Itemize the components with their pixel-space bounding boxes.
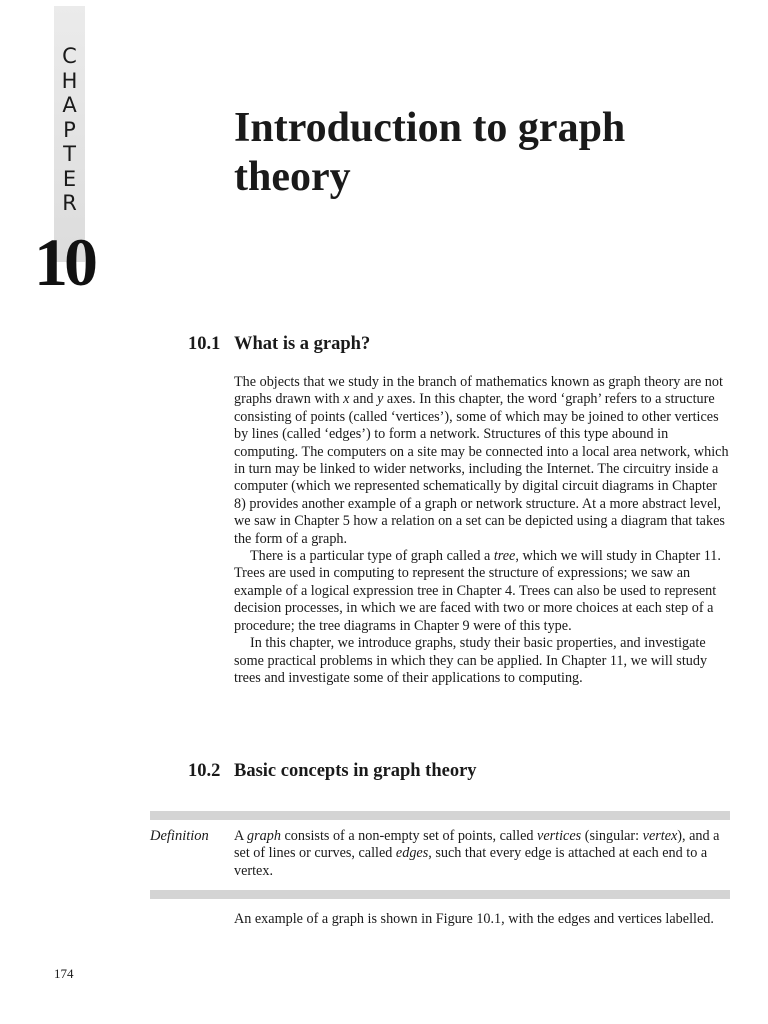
definition-bottom-rule — [150, 890, 730, 899]
section-title: Basic concepts in graph theory — [234, 761, 477, 781]
chapter-label — [54, 44, 85, 216]
section-title: What is a graph? — [234, 334, 371, 354]
section-10-1-body — [234, 374, 730, 687]
chapter-letter: H — [61, 68, 78, 93]
text-run: ), and a set of lines or curves, called — [234, 828, 720, 862]
text-run: consists of a non-empty set of points, called — [280, 828, 538, 844]
italic-term: x — [343, 391, 350, 408]
definition-label: Definition — [150, 828, 209, 844]
chapter-number: 10 — [34, 224, 94, 300]
chapter-title: Introduction to graph theory — [234, 105, 626, 200]
chapter-letter: C — [62, 44, 77, 68]
italic-term: edges — [395, 845, 429, 862]
page-number: 174 — [54, 966, 74, 981]
paragraph — [234, 548, 730, 635]
chapter-letter: E — [62, 166, 77, 191]
figure-intro-paragraph: An example of a graph is shown in Figure 10.1, with the edges and vertices labelled. — [234, 911, 714, 927]
text-run: The objects that we study in the branch of mathematics known as graph theory are not graphs drawn with — [234, 374, 723, 408]
text-run: , which we will study in Chapter 11. Trees are used in computing to represent the structure of expressions; we saw an example of a logical expression tree in Chapter 4. Trees can also be used to represent decision processes, in which we are faced with two or more choices at each step of a procedure; the tree diagrams in Chapter 9 were of this type. — [234, 548, 721, 634]
text-run: and — [349, 391, 378, 408]
italic-term: tree — [493, 548, 516, 565]
section-number: 10.2 — [188, 761, 221, 781]
italic-term: vertex — [642, 828, 678, 844]
definition-top-rule — [150, 811, 730, 820]
text-run: There is a particular type of graph called a — [250, 548, 494, 565]
definition-text — [234, 828, 730, 880]
chapter-letter: P — [63, 117, 76, 142]
text-run: , such that every edge is attached at each end to a vertex. — [234, 845, 708, 879]
text-run: axes. In this chapter, the word ‘graph’ refers to a structure consisting of points (called ‘vertices’), some of which may be joined to other vertices by lines (called ‘edges’) to form a network. Structures of this type abound in computing. The computers on a site may be connected into a local area network, which in turn may be linked to wider networks, including the Internet. The circuitry inside a computer (which we represented schematically by digital circuit diagrams in Chapter 8) provides another example of a graph or network structure. At a more abstract level, we saw in Chapter 5 how a relation on a set can be depicted using a diagram that takes the form of a graph. — [234, 391, 729, 547]
italic-term: y — [377, 391, 384, 408]
italic-term: graph — [247, 828, 281, 844]
text-run: A — [234, 828, 248, 844]
chapter-letter: T — [63, 142, 76, 166]
italic-term: vertices — [537, 828, 582, 844]
section-number: 10.1 — [188, 334, 221, 354]
paragraph: In this chapter, we introduce graphs, study their basic properties, and investigate some practical problems in which they can be applied. In Chapter 11, we will study trees and investigate some of their applications to computing. — [234, 635, 708, 686]
paragraph — [234, 374, 730, 548]
chapter-letter: R — [62, 191, 77, 215]
text-run: (singular: — [581, 828, 643, 844]
chapter-letter: A — [62, 93, 77, 117]
